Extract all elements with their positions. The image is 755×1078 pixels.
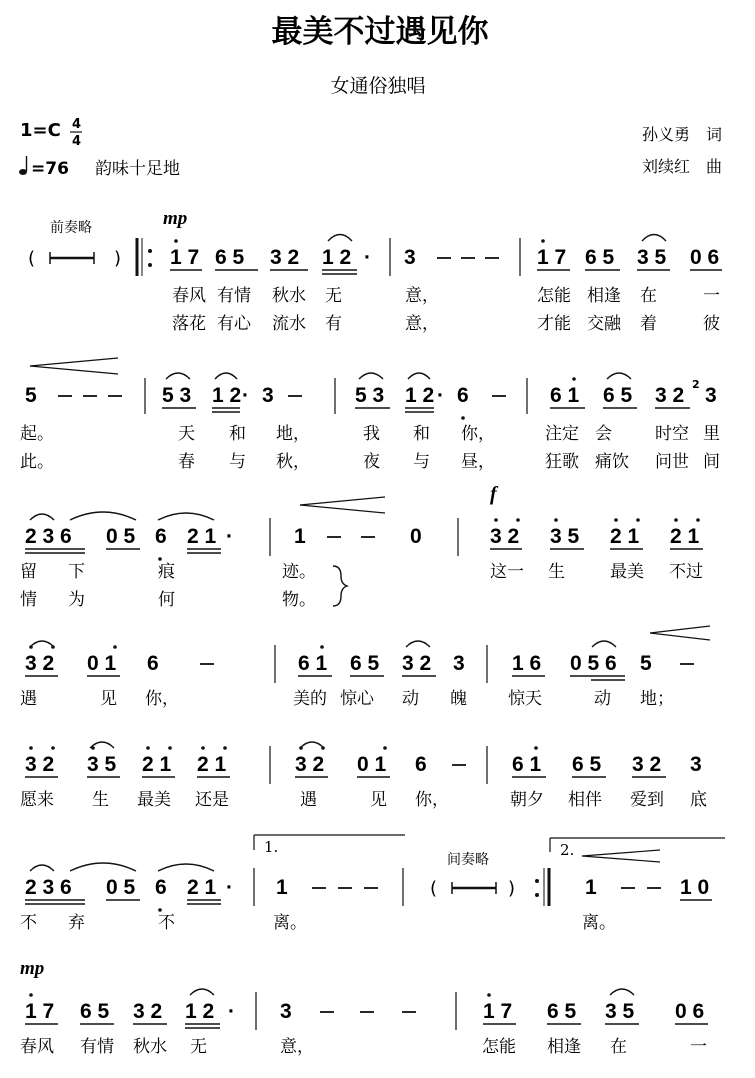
- song-title: 最美不过遇见你: [271, 14, 489, 50]
- svg-text:夜: 夜: [363, 452, 380, 472]
- svg-text:3: 3: [690, 753, 702, 776]
- svg-text:地，: 地，: [276, 424, 310, 444]
- svg-text:何: 何: [158, 590, 175, 610]
- svg-text:6 1: 6 1: [550, 384, 580, 407]
- svg-text:问世: 问世: [655, 452, 689, 472]
- svg-text:2 1: 2 1: [187, 876, 217, 899]
- svg-text:落花: 落花: [172, 314, 206, 334]
- svg-text:2 1: 2 1: [610, 525, 640, 548]
- svg-text:(: (: [430, 878, 438, 899]
- dynamic-mp-1: mp: [163, 208, 188, 229]
- svg-text:1: 1: [276, 876, 288, 899]
- svg-text:起。: 起。: [20, 424, 54, 444]
- svg-text:最美: 最美: [137, 790, 171, 810]
- volta-bracket-1: [254, 835, 405, 856]
- repeat-end-sign: [535, 868, 549, 906]
- notes-system-7: [25, 989, 708, 1030]
- svg-text:5 3: 5 3: [355, 384, 385, 407]
- lyrics-system-7: [20, 1037, 707, 1057]
- dynamic-f: f: [490, 483, 497, 505]
- svg-text:2 3 6: 2 3 6: [25, 525, 72, 548]
- svg-text:6: 6: [155, 876, 167, 899]
- svg-text:3 2: 3 2: [402, 652, 432, 675]
- svg-text:见: 见: [370, 790, 387, 810]
- svg-text:昼，: 昼，: [461, 452, 495, 472]
- lyricist-credit: 孙义勇 词: [642, 125, 723, 144]
- notes-system-5: [25, 742, 702, 784]
- svg-text:底: 底: [690, 790, 707, 810]
- svg-text:怎能: 怎能: [537, 286, 571, 306]
- svg-text:3 5: 3 5: [605, 1000, 635, 1023]
- svg-text:有: 有: [325, 314, 342, 334]
- svg-text:遇: 遇: [20, 689, 37, 709]
- notes-system-4: [25, 641, 694, 683]
- lyrics-system-1-verse-2: [172, 314, 720, 334]
- svg-text:2 1: 2 1: [670, 525, 700, 548]
- svg-text:惊天: 惊天: [508, 689, 542, 709]
- svg-text:3 5: 3 5: [637, 246, 667, 269]
- svg-text:相伴: 相伴: [568, 790, 602, 810]
- lyrics-system-1-verse-1: [172, 286, 720, 306]
- svg-text:你，: 你，: [145, 689, 179, 709]
- svg-text:遇: 遇: [300, 790, 317, 810]
- svg-text:): ): [114, 248, 122, 269]
- svg-text:一: 一: [703, 286, 720, 306]
- lyrics-system-3-verse-1: [20, 562, 703, 582]
- svg-text:(: (: [28, 248, 36, 269]
- svg-text:痛饮: 痛饮: [595, 452, 629, 472]
- svg-text:不过: 不过: [669, 562, 703, 582]
- svg-text:流水: 流水: [272, 314, 306, 334]
- svg-text:2 1: 2 1: [187, 525, 217, 548]
- svg-text:有情: 有情: [80, 1037, 114, 1057]
- svg-text:朝夕: 朝夕: [510, 790, 544, 810]
- svg-text:0 1: 0 1: [87, 652, 117, 675]
- svg-text:离。: 离。: [273, 913, 307, 933]
- svg-text:动: 动: [402, 689, 419, 709]
- svg-text:有心: 有心: [217, 314, 251, 334]
- svg-text:0 5 6: 0 5 6: [570, 652, 617, 675]
- svg-text:生: 生: [548, 562, 565, 582]
- svg-text:6 5: 6 5: [215, 246, 245, 269]
- notes-system-6: [25, 863, 403, 912]
- prelude-label: 前奏略: [50, 220, 92, 236]
- svg-text:6: 6: [147, 652, 159, 675]
- svg-text:迹。: 迹。: [282, 562, 316, 582]
- svg-text:): ): [508, 878, 516, 899]
- svg-text:3 2: 3 2: [490, 525, 520, 548]
- svg-text:意，: 意，: [280, 1037, 314, 1057]
- notes-system-1: [170, 235, 722, 277]
- interlude-skip-bracket: [430, 878, 515, 899]
- svg-text:1 7: 1 7: [25, 1000, 55, 1023]
- svg-text:0 6: 0 6: [690, 246, 720, 269]
- decrescendo-hairpin-2: [582, 850, 660, 862]
- svg-text:地；: 地；: [640, 689, 674, 709]
- svg-text:1 2: 1 2: [212, 384, 242, 407]
- svg-text:3 2: 3 2: [270, 246, 300, 269]
- svg-text:物。: 物。: [282, 590, 316, 610]
- quarter-note-icon: [19, 156, 27, 175]
- svg-text:2 1: 2 1: [142, 753, 172, 776]
- lyrics-system-2-verse-2: [20, 452, 720, 472]
- svg-text:1 7: 1 7: [483, 1000, 513, 1023]
- svg-text:愿来: 愿来: [20, 790, 54, 810]
- svg-text:3 2: 3 2: [655, 384, 685, 407]
- svg-text:0 5: 0 5: [106, 876, 136, 899]
- svg-text:美的: 美的: [293, 689, 327, 709]
- svg-text:无: 无: [190, 1037, 207, 1057]
- decrescendo-hairpin: [30, 358, 118, 374]
- svg-text:与: 与: [229, 452, 246, 472]
- svg-text:2 3 6: 2 3 6: [25, 876, 72, 899]
- svg-text:你，: 你，: [461, 424, 495, 444]
- svg-text:最美: 最美: [610, 562, 644, 582]
- svg-text:秋，: 秋，: [276, 452, 310, 472]
- svg-text:不: 不: [20, 913, 37, 933]
- svg-text:怎能: 怎能: [482, 1037, 516, 1057]
- svg-text:·: ·: [364, 246, 371, 269]
- svg-text:·: ·: [226, 525, 233, 548]
- svg-text:魄: 魄: [450, 689, 467, 709]
- lyrics-system-2-verse-1: [20, 424, 720, 444]
- svg-text:3 2: 3 2: [295, 753, 325, 776]
- svg-text:5 3: 5 3: [162, 384, 192, 407]
- svg-text:6: 6: [415, 753, 427, 776]
- svg-text:6 5: 6 5: [350, 652, 380, 675]
- svg-text:·: ·: [437, 384, 444, 407]
- svg-text:无: 无: [325, 286, 342, 306]
- lyrics-system-3-verse-2: [20, 590, 316, 610]
- notes-system-2: [25, 373, 717, 420]
- svg-text:6 5: 6 5: [603, 384, 633, 407]
- svg-text:惊心: 惊心: [340, 689, 374, 709]
- svg-text:6 5: 6 5: [547, 1000, 577, 1023]
- svg-text:6 1: 6 1: [512, 753, 542, 776]
- svg-text:1 2: 1 2: [322, 246, 352, 269]
- verse-merge-brace: [333, 566, 347, 606]
- svg-text:2 1: 2 1: [197, 753, 227, 776]
- svg-text:离。: 离。: [582, 913, 616, 933]
- svg-text:3 5: 3 5: [550, 525, 580, 548]
- volta-bracket-2: [550, 838, 725, 859]
- tempo-marking: =76: [31, 159, 69, 179]
- svg-text:1 6: 1 6: [512, 652, 542, 675]
- notes-system-3: [25, 512, 703, 561]
- svg-text:天: 天: [178, 424, 195, 444]
- svg-text:0 1: 0 1: [357, 753, 387, 776]
- svg-text:1.: 1.: [264, 838, 279, 856]
- svg-text:3: 3: [453, 652, 465, 675]
- svg-text:6 5: 6 5: [585, 246, 615, 269]
- lyrics-system-5: [20, 790, 707, 810]
- svg-text:交融: 交融: [587, 314, 621, 334]
- crescendo-hairpin-2: [650, 626, 710, 640]
- svg-text:里: 里: [703, 424, 720, 444]
- svg-text:6 1: 6 1: [298, 652, 328, 675]
- lyrics-system-4: [20, 689, 674, 709]
- svg-text:和: 和: [229, 424, 246, 444]
- svg-text:6: 6: [155, 525, 167, 548]
- svg-text:0 5: 0 5: [106, 525, 136, 548]
- svg-text:3 2: 3 2: [632, 753, 662, 776]
- svg-text:狂歌: 狂歌: [545, 452, 579, 472]
- song-subtitle: 女通俗独唱: [330, 75, 426, 97]
- prelude-skip-bracket: [28, 248, 121, 269]
- svg-text:我: 我: [363, 424, 380, 444]
- svg-text:意，: 意，: [405, 286, 439, 306]
- composer-credit: 刘续红 曲: [642, 157, 723, 176]
- interlude-label: 间奏略: [447, 852, 489, 868]
- svg-text:1: 1: [294, 525, 306, 548]
- svg-text:意，: 意，: [405, 314, 439, 334]
- svg-text:爱到: 爱到: [630, 790, 664, 810]
- svg-text:注定: 注定: [545, 424, 579, 444]
- svg-text:痕: 痕: [158, 562, 175, 582]
- svg-text:此。: 此。: [20, 452, 54, 472]
- svg-text:春: 春: [178, 452, 195, 472]
- svg-text:0 6: 0 6: [675, 1000, 705, 1023]
- svg-text:弃: 弃: [68, 913, 85, 933]
- svg-text:与: 与: [413, 452, 430, 472]
- svg-text:春风: 春风: [20, 1037, 54, 1057]
- time-signature-top: 4: [72, 117, 82, 132]
- svg-text:着: 着: [640, 314, 657, 334]
- svg-text:这一: 这一: [490, 562, 524, 582]
- svg-text:·: ·: [228, 1000, 235, 1023]
- svg-text:在: 在: [640, 286, 657, 306]
- svg-text:3 2: 3 2: [25, 753, 55, 776]
- svg-text:0: 0: [410, 525, 422, 548]
- svg-text:为: 为: [68, 590, 85, 610]
- svg-text:3: 3: [262, 384, 274, 407]
- crescendo-hairpin-1: [300, 497, 385, 513]
- svg-text:会: 会: [595, 424, 612, 444]
- svg-text:·: ·: [226, 876, 233, 899]
- repeat-start-sign: [137, 238, 152, 276]
- svg-text:留: 留: [20, 562, 37, 582]
- dynamic-mp-2: mp: [20, 958, 45, 979]
- svg-text:3 2: 3 2: [25, 652, 55, 675]
- svg-text:1 0: 1 0: [680, 876, 710, 899]
- svg-text:2: 2: [692, 378, 700, 391]
- svg-text:6 5: 6 5: [572, 753, 602, 776]
- svg-text:生: 生: [92, 790, 109, 810]
- svg-text:有情: 有情: [217, 286, 251, 306]
- expression-marking: 韵味十足地: [95, 159, 180, 179]
- svg-text:6 5: 6 5: [80, 1000, 110, 1023]
- svg-text:3: 3: [404, 246, 416, 269]
- svg-text:秋水: 秋水: [272, 286, 306, 306]
- svg-text:动: 动: [594, 689, 611, 709]
- svg-text:1 7: 1 7: [170, 246, 200, 269]
- svg-text:还是: 还是: [195, 790, 229, 810]
- svg-text:一: 一: [690, 1037, 707, 1057]
- svg-text:下: 下: [68, 562, 85, 582]
- svg-text:6: 6: [457, 384, 469, 407]
- time-signature-bottom: 4: [72, 134, 82, 149]
- svg-text:不: 不: [158, 913, 175, 933]
- svg-text:秋水: 秋水: [133, 1037, 167, 1057]
- svg-text:情: 情: [20, 590, 37, 610]
- svg-text:3: 3: [705, 384, 717, 407]
- svg-text:你，: 你，: [415, 790, 449, 810]
- svg-text:春风: 春风: [172, 286, 206, 306]
- svg-text:3 5: 3 5: [87, 753, 117, 776]
- svg-text:在: 在: [610, 1037, 627, 1057]
- svg-text:5: 5: [640, 652, 652, 675]
- svg-text:5: 5: [25, 384, 37, 407]
- svg-text:相逢: 相逢: [547, 1037, 581, 1057]
- svg-text:间: 间: [703, 452, 720, 472]
- svg-text:才能: 才能: [537, 314, 571, 334]
- notes-system-6b: [585, 876, 712, 900]
- svg-text:时空: 时空: [655, 424, 689, 444]
- key-signature: 1=C: [20, 120, 61, 141]
- svg-text:·: ·: [242, 384, 249, 407]
- lyrics-system-6: [20, 913, 616, 933]
- svg-text:和: 和: [413, 424, 430, 444]
- svg-text:见: 见: [100, 689, 117, 709]
- svg-text:3 2: 3 2: [133, 1000, 163, 1023]
- svg-text:1 2: 1 2: [185, 1000, 215, 1023]
- svg-text:彼: 彼: [703, 314, 720, 334]
- svg-text:1 2: 1 2: [405, 384, 435, 407]
- svg-text:相逢: 相逢: [587, 286, 621, 306]
- svg-text:1 7: 1 7: [537, 246, 567, 269]
- svg-text:1: 1: [585, 876, 597, 899]
- svg-text:2.: 2.: [560, 841, 575, 859]
- svg-text:3: 3: [280, 1000, 292, 1023]
